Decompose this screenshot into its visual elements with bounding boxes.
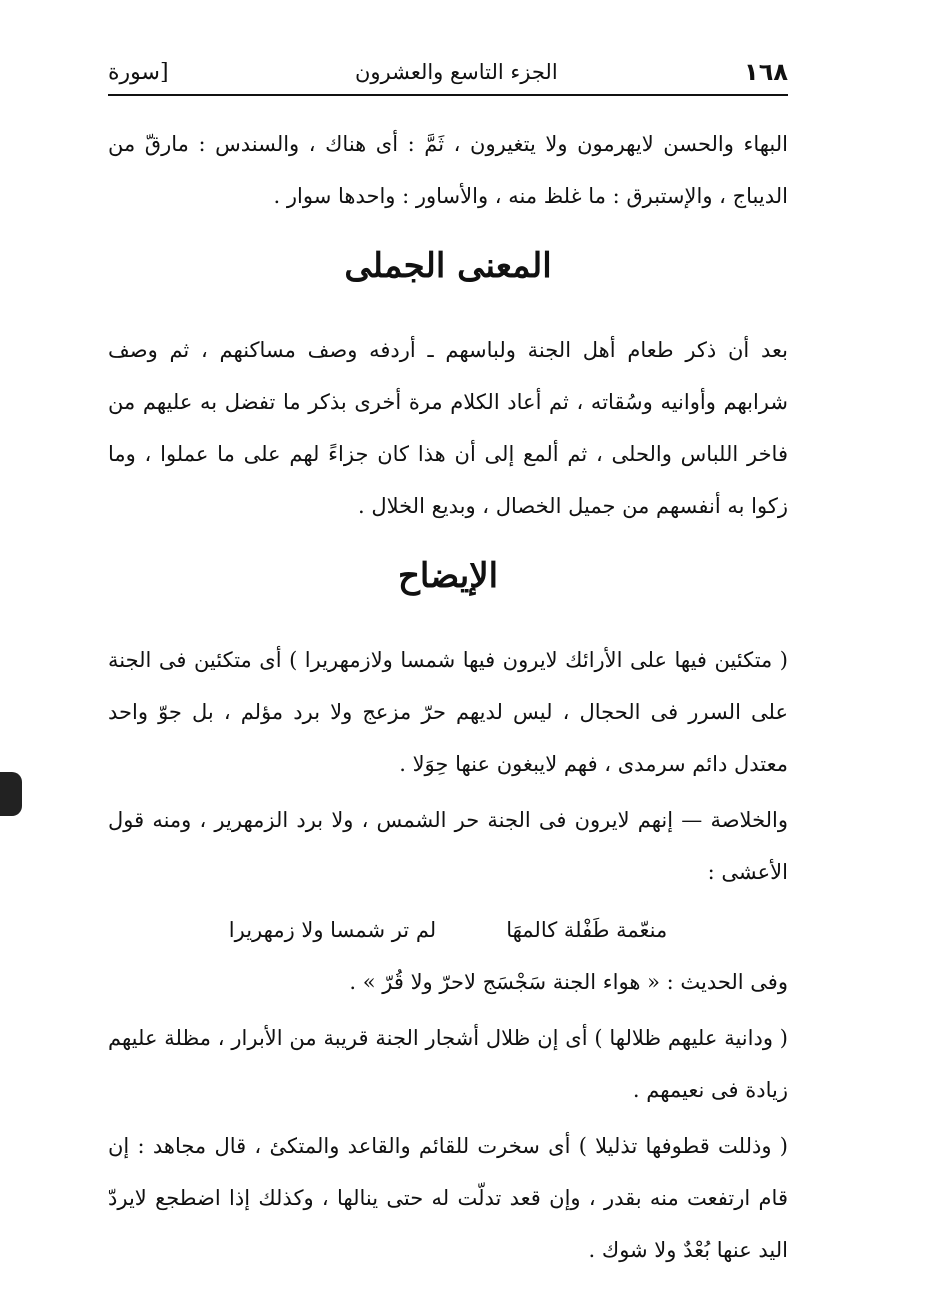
explanation-paragraph-3: ( ودانية عليهم ظلالها ) أى إن ظلال أشجار الجنة قريبة من الأبرار ، مظلة عليهم زيادة فى نعيمهم . <box>108 1026 788 1102</box>
section-heading-general-meaning: المعنى الجملى <box>344 246 552 286</box>
explanation-paragraph-2: والخلاصة — إنهم لايرون فى الجنة حر الشمس ، ولا برد الزمهرير ، ومنه قول الأعشى : <box>108 808 788 884</box>
poetry-verse <box>108 904 788 956</box>
general-meaning-paragraph: بعد أن ذكر طعام أهل الجنة ولباسهم ـ أردفه وصف مساكنهم ، ثم وصف شرابهم وأوانيه وسُقاته ، ثم أعاد الكلام مرة أخرى بذكر ما تفضل به عليهم من فاخر اللباس والحلى ، ثم ألمع إلى أن هذا كان جزاءً لهم على ما عملوا ، وما زكوا به أنفسهم من جميل الخصال ، وبديع الخلال . <box>108 338 788 518</box>
verse-second-hemistich: لم تر شمسا ولا زمهريرا <box>228 918 437 942</box>
explanation-paragraph-1: ( متكئين فيها على الأرائك لايرون فيها شمسا ولازمهريرا ) أى متكئين فى الجنة على السرر فى الحجال ، ليس لديهم حرّ مزعج ولا برد مؤلم ، بل جوّ واحد معتدل دائم سرمدى ، فهم لايبغون عنها حِوَلا . <box>108 648 788 776</box>
hadith-line: وفى الحديث : « هواء الجنة سَجْسَج لاحرّ ولا قُرّ » . <box>349 970 788 994</box>
scan-edge-mark <box>0 772 22 816</box>
surah-label: [سورة <box>108 59 169 85</box>
verse-first-hemistich: منعّمة طَفْلة كالمهَا <box>506 918 668 942</box>
glossary-paragraph: البهاء والحسن لايهرمون ولا يتغيرون ، ثَمَّ : أى هناك ، والسندس : مارقّ من الديباج ، والإستبرق : ما غلظ منه ، والأساور : واحدها سوار . <box>108 132 788 208</box>
page-header <box>108 50 788 96</box>
part-title: الجزء التاسع والعشرون <box>354 60 558 84</box>
page-number: ١٦٨ <box>744 58 788 86</box>
explanation-paragraph-4: ( وذللت قطوفها تذليلا ) أى سخرت للقائم والقاعد والمتكئ ، قال مجاهد : إن قام ارتفعت منه بقدر ، وإن قعد تدلّت له حتى ينالها ، وكذلك إذا اضطجع لايردّ اليد عنها بُعْدٌ ولا شوك . <box>108 1134 788 1262</box>
section-heading-explanation: الإيضاح <box>397 556 499 596</box>
page-content <box>108 118 788 1276</box>
